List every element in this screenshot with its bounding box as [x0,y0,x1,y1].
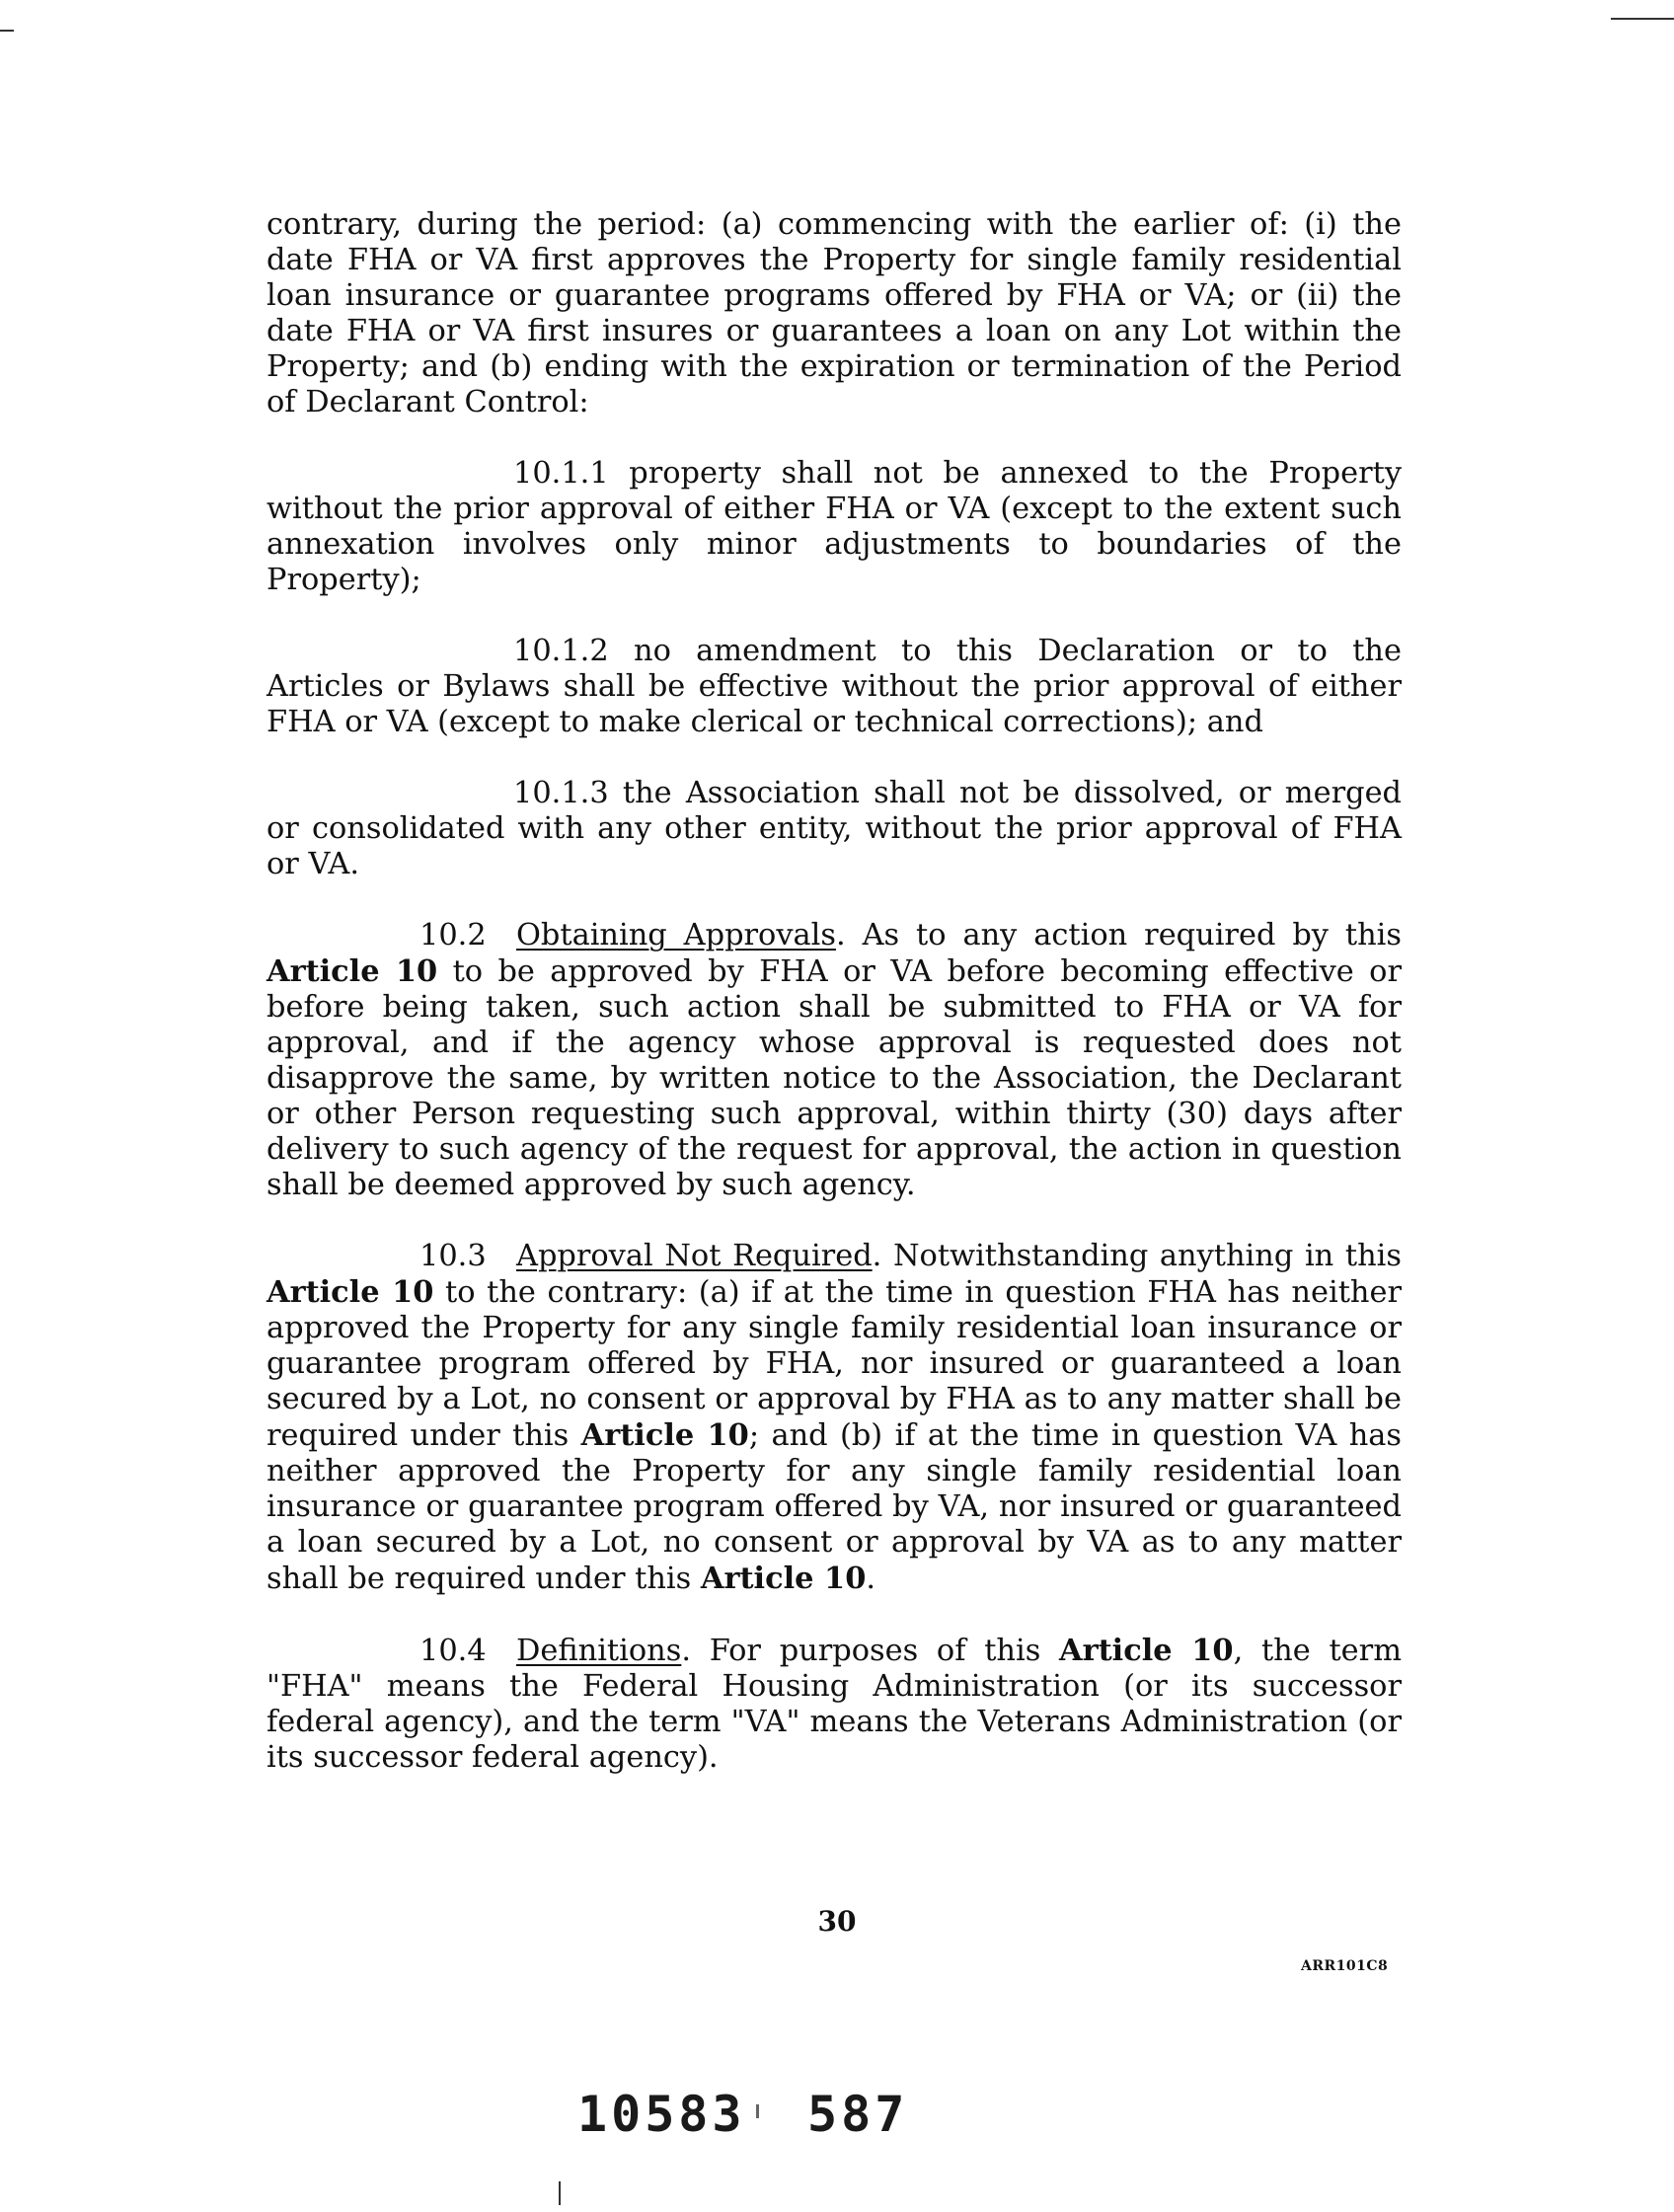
paragraph-10-3: 10.3 Approval Not Required. Notwithstanding anything in this Article 10 to the contrary: (a) if at the time in question FHA has neither approved the Property for any single family residential loan insurance or guarantee program offered by FHA, nor insured or guaranteed a loan secured by a Lot, no consent or approval by FHA as to any matter shall be required under this Article 10; and (b) if at the time in question VA has neither approved the Property for any single family residential loan insurance or guarantee program offered by VA, nor insured or guaranteed a loan secured by a Lot, no consent or approval by VA as to any matter shall be required under this Article 10. [266,1239,1402,1596]
recording-stamp-page: 587 [807,2086,909,2143]
stamp-separator [756,2104,759,2118]
section-number: 10.1.2 [513,634,609,668]
section-heading: Approval Not Required [516,1239,873,1273]
article-reference: Article 10 [266,1274,434,1310]
paragraph-10-1-2 [266,634,1402,740]
section-heading: Definitions [516,1634,682,1668]
paragraph-10-2: 10.2 Obtaining Approvals. As to any action required by this Article 10 to be approved by FHA or VA before becoming effective or before being taken, such action shall be submitted to FHA or VA for approval, and if the agency whose approval is requested does not disapprove the same, by written notice to the Association, the Declarant or other Person requesting such approval, within thirty (30) days after delivery to such agency of the request for approval, the action in question shall be deemed approved by such agency. [266,918,1403,1202]
document-body [266,207,1402,1811]
scan-mark-top-right [1611,18,1674,20]
scan-mark-bottom [559,2181,561,2205]
section-number: 10.4 [419,1634,487,1668]
section-number: 10.1.3 [513,776,609,810]
document-code: ARR101C8 [1301,1958,1389,1974]
article-reference: Article 10 [266,953,438,989]
section-text: the Association shall not be dissolved, or merged or consolidated with any other entity, without the prior approval of FHA or VA. [266,776,1403,881]
page-number: 30 [817,1905,857,1938]
article-reference: Article 10 [580,1417,749,1453]
article-reference: Article 10 [700,1561,867,1596]
paragraph-10-4: 10.4 Definitions. For purposes of this Article 10, the term "FHA" means the Federal Housing Administration (or its successor federal agency), and the term "VA" means the Veterans Administration (or its successor federal agency). [266,1633,1403,1775]
paragraph-10-1-3 [266,776,1402,882]
paragraph-10-1-1 [266,456,1402,598]
intro-text: contrary, during the period: (a) commencing with the earlier of: (i) the date FHA or VA first approves the Property for single family residential loan insurance or guarantee programs offered by FHA or VA; or (ii) the date FHA or VA first insures or guarantees a loan on any Lot within the Property; and (b) ending with the expiration or termination of the Period of Declarant Control: [266,207,1402,420]
section-number: 10.3 [419,1239,487,1273]
section-heading: Obtaining Approvals [516,918,836,953]
section-number: 10.1.1 [513,456,609,491]
section-text: property shall not be annexed to the Property without the prior approval of either FHA or VA (except to the extent such annexation involves only minor adjustments to boundaries of the Property); [266,456,1402,597]
scan-mark-top-left [0,30,14,32]
article-reference: Article 10 [1059,1633,1234,1668]
recording-stamp-book: 10583 [577,2086,746,2143]
section-number: 10.2 [419,918,487,953]
section-text: no amendment to this Declaration or to the Articles or Bylaws shall be effective without the prior approval of either FHA or VA (except to make clerical or technical corrections); and [266,634,1402,739]
paragraph-intro [266,207,1402,420]
